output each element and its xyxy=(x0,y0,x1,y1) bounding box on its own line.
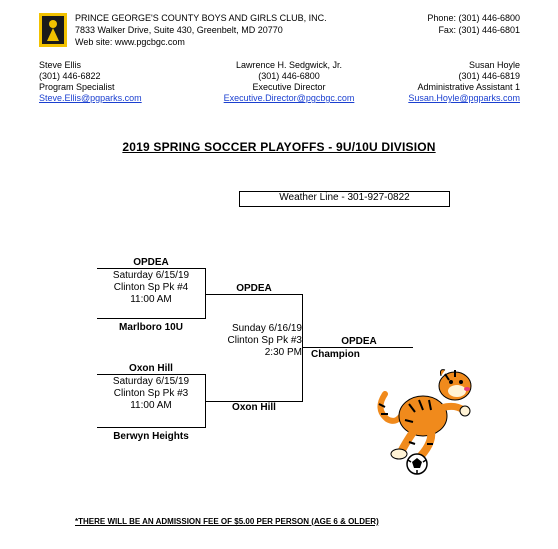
contact-email-link[interactable]: Executive.Director@pgcbgc.com xyxy=(223,93,355,103)
contact-name: Steve Ellis xyxy=(39,60,82,70)
bracket-line xyxy=(97,318,206,319)
game1-time: 11:00 AM xyxy=(130,294,172,305)
game2-location: Clinton Sp Pk #3 xyxy=(113,388,189,399)
page-title: 2019 SPRING SOCCER PLAYOFFS - 9U/10U DIVISION xyxy=(122,140,436,154)
contact-center xyxy=(189,60,389,104)
contact-email-link[interactable]: Susan.Hoyle@pgparks.com xyxy=(408,93,520,103)
bracket-line xyxy=(206,401,303,402)
bracket-line xyxy=(97,374,205,375)
game2-time: 11:00 AM xyxy=(130,400,172,411)
club-logo xyxy=(39,13,67,47)
champion-label: Champion xyxy=(311,349,360,360)
game1-team-top: OPDEA xyxy=(133,257,169,268)
admission-fee-notice: *THERE WILL BE AN ADMISSION FEE OF $5.00 PER PERSON (AGE 6 & OLDER) xyxy=(75,517,379,526)
bracket-line xyxy=(97,268,205,269)
org-phone: Phone: (301) 446-6800 xyxy=(427,13,520,23)
contact-right xyxy=(408,60,520,104)
bracket-line xyxy=(206,294,303,295)
contact-title: Program Specialist xyxy=(39,82,115,92)
game1-team-bottom: Marlboro 10U xyxy=(119,322,183,333)
contact-name: Lawrence H. Sedgwick, Jr. xyxy=(235,60,343,70)
bracket-line xyxy=(302,294,303,402)
contact-title: Administrative Assistant 1 xyxy=(417,82,520,92)
game2-info xyxy=(97,376,205,412)
champion-name: OPDEA xyxy=(341,336,377,347)
final-info xyxy=(207,323,302,359)
bracket-line xyxy=(97,427,206,428)
game1-winner: OPDEA xyxy=(236,283,272,294)
contact-phone: (301) 446-6819 xyxy=(458,71,520,81)
game1-info xyxy=(97,270,205,306)
contact-name: Susan Hoyle xyxy=(468,60,520,70)
contact-phone: (301) 446-6822 xyxy=(39,71,101,81)
org-name: PRINCE GEORGE'S COUNTY BOYS AND GIRLS CLUB, INC. xyxy=(75,13,327,23)
game1-day: Saturday 6/15/19 xyxy=(112,270,190,281)
game1-location: Clinton Sp Pk #4 xyxy=(113,282,189,293)
final-location: Clinton Sp Pk #3 xyxy=(227,335,302,346)
bracket-line xyxy=(303,347,413,348)
org-fax: Fax: (301) 446-6801 xyxy=(438,25,520,35)
game2-day: Saturday 6/15/19 xyxy=(112,376,190,387)
game2-winner: Oxon Hill xyxy=(232,402,276,413)
game2-team-top: Oxon Hill xyxy=(129,363,173,374)
contact-phone: (301) 446-6800 xyxy=(258,71,320,81)
org-website[interactable]: Web site: www.pgcbgc.com xyxy=(75,37,185,47)
tiger-mascot-illustration xyxy=(375,364,487,476)
contact-left xyxy=(39,60,142,104)
org-address: 7833 Walker Drive, Suite 430, Greenbelt, MD 20770 xyxy=(75,25,283,35)
contact-email-link[interactable]: Steve.Ellis@pgparks.com xyxy=(39,93,142,103)
weather-line-box: Weather Line - 301-927-0822 xyxy=(239,191,450,207)
game2-team-bottom: Berwyn Heights xyxy=(113,431,189,442)
final-day: Sunday 6/16/19 xyxy=(231,323,302,334)
contact-title: Executive Director xyxy=(252,82,326,92)
final-time: 2:30 PM xyxy=(264,347,302,358)
